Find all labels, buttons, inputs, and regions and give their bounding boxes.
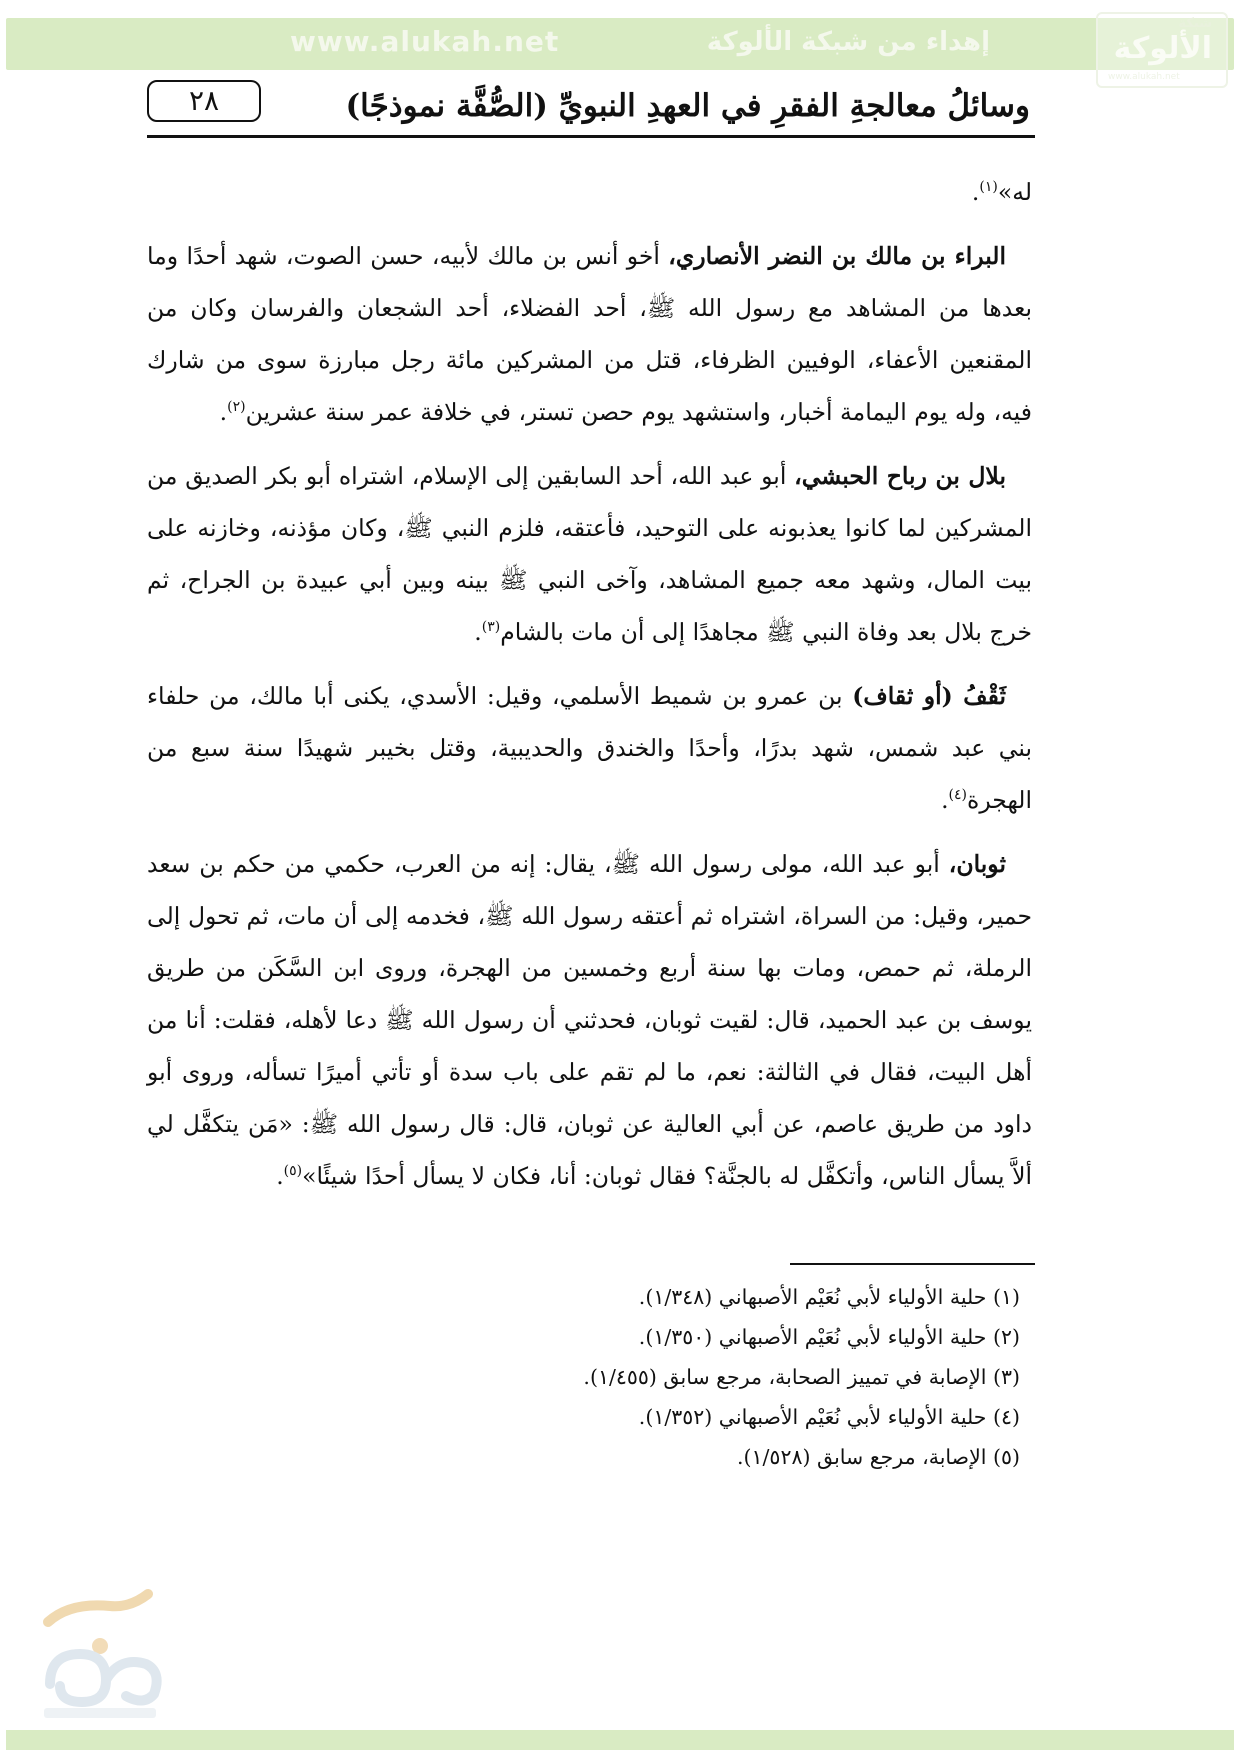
biography-name: البراء بن مالك بن النضر الأنصاري،: [668, 242, 1006, 270]
footnotes: [200, 1277, 1020, 1477]
footnote-4: (٤) حلية الأولياء لأبي نُعَيْم الأصبهاني (١/٣٥٢).: [638, 1405, 1020, 1429]
footnote-ref-4[interactable]: (٤): [948, 787, 968, 804]
footnote-ref-3[interactable]: (٣): [481, 619, 501, 636]
page-number: ٢٨: [147, 80, 261, 122]
header-rule: [147, 135, 1035, 138]
paragraph-thaqf: ثَقْفُ (أو ثقاف) بن عمرو بن شميط الأسلمي، وقيل: الأسدي، يكنى أبا مالك، من حلفاء بني عبد شمس، شهد بدرًا، وأحدًا والخندق والحديبية، وقتل بخيبر شهيدًا سنة سبع من الهجرة$^{(٤)}$.: [147, 682, 1032, 814]
footnote-5: (٥) الإصابة، مرجع سابق (١/٥٢٨).: [737, 1445, 1020, 1469]
biography-name: ثوبان،: [948, 850, 1006, 878]
new-exclusive-watermark-icon: [30, 1572, 170, 1720]
running-title: وسائلُ معالجةِ الفقرِ في العهدِ النبويِّ (الصُّفَّة نموذجًا): [345, 88, 1030, 124]
top-banner: [6, 18, 1234, 70]
paragraph-continuation: له»$^{(١)}$.: [971, 178, 1032, 206]
footnote-ref-2[interactable]: (٢): [227, 399, 246, 416]
logo-top-text: شبكة: [1178, 16, 1212, 31]
paragraph-al-bara: البراء بن مالك بن النضر الأنصاري، أخو أنس بن مالك لأبيه، حسن الصوت، شهد أحدًا وما بعدها من المشاهد مع رسول الله ﷺ، أحد الفضلاء، أحد الشجعان والفرسان وكان من المقنعين الأعفاء، الوفيين الظرفاء، قتل من المشركين مائة رجل مبارزة سوى من شارك فيه، وله يوم اليمامة أخبار، واستشهد يوم حصن تستر، في خلافة عمر سنة عشرين$^{(٢)}$.: [147, 242, 1032, 426]
footnote-2: (٢) حلية الأولياء لأبي نُعَيْم الأصبهاني (١/٣٥٠).: [638, 1325, 1020, 1349]
biography-name: ثَقْفُ (أو ثقاف): [852, 682, 1006, 710]
paragraph-bilal: بلال بن رباح الحبشي، أبو عبد الله، أحد السابقين إلى الإسلام، اشتراه أبو بكر الصديق من المشركين لما كانوا يعذبونه على التوحيد، فأعتقه، فلزم النبي ﷺ، وكان مؤذنه، وخازنه على بيت المال، وشهد معه جميع المشاهد، وآخى النبي ﷺ بينه وبين أبي عبيدة بن الجراح، ثم خرج بلال بعد وفاة النبي ﷺ مجاهدًا إلى أن مات بالشام$^{(٣)}$.: [147, 462, 1032, 646]
bottom-banner: [6, 1730, 1234, 1750]
logo-main-text: الألوكة: [1113, 31, 1212, 66]
footnote-separator: [790, 1263, 1035, 1265]
banner-gift-text: إهداء من شبكة الألوكة: [706, 27, 990, 57]
banner-url[interactable]: www.alukah.net: [290, 25, 560, 58]
footnote-ref-1[interactable]: (١): [979, 179, 998, 196]
footnote-1: (١) حلية الأولياء لأبي نُعَيْم الأصبهاني (١/٣٤٨).: [638, 1285, 1020, 1309]
page-body: [147, 166, 1032, 1214]
biography-name: بلال بن رباح الحبشي،: [794, 462, 1006, 490]
alukah-logo: [1096, 12, 1228, 88]
footnote-3: (٣) الإصابة في تمييز الصحابة، مرجع سابق (١/٤٥٥).: [583, 1365, 1020, 1389]
logo-url-text: www.alukah.net: [1108, 72, 1180, 82]
paragraph-thawban: ثوبان، أبو عبد الله، مولى رسول الله ﷺ، يقال: إنه من العرب، حكمي من حكم بن سعد حمير، وقيل: من السراة، اشتراه ثم أعتقه رسول الله ﷺ، فخدمه إلى أن مات، ثم تحول إلى الرملة، ثم حمص، ومات بها سنة أربع وخمسين من الهجرة، وروى ابن السَّكَن من طريق يوسف بن عبد الحميد، قال: لقيت ثوبان، فحدثني أن رسول الله ﷺ دعا لأهله، فقلت: أنا من أهل البيت، فقال في الثالثة: نعم، ما لم تقم على باب سدة أو تأتي أميرًا تسأله، وروى أبو داود من طريق عاصم، عن أبي العالية عن ثوبان، قال: قال رسول الله ﷺ: «مَن يتكفَّل لي ألاَّ يسأل الناس، وأتكفَّل له بالجنَّة؟ فقال ثوبان: أنا، فكان لا يسأل أحدًا شيئًا»$^{(٥)}$.: [147, 850, 1032, 1190]
footnote-ref-5[interactable]: (٥): [283, 1163, 303, 1180]
